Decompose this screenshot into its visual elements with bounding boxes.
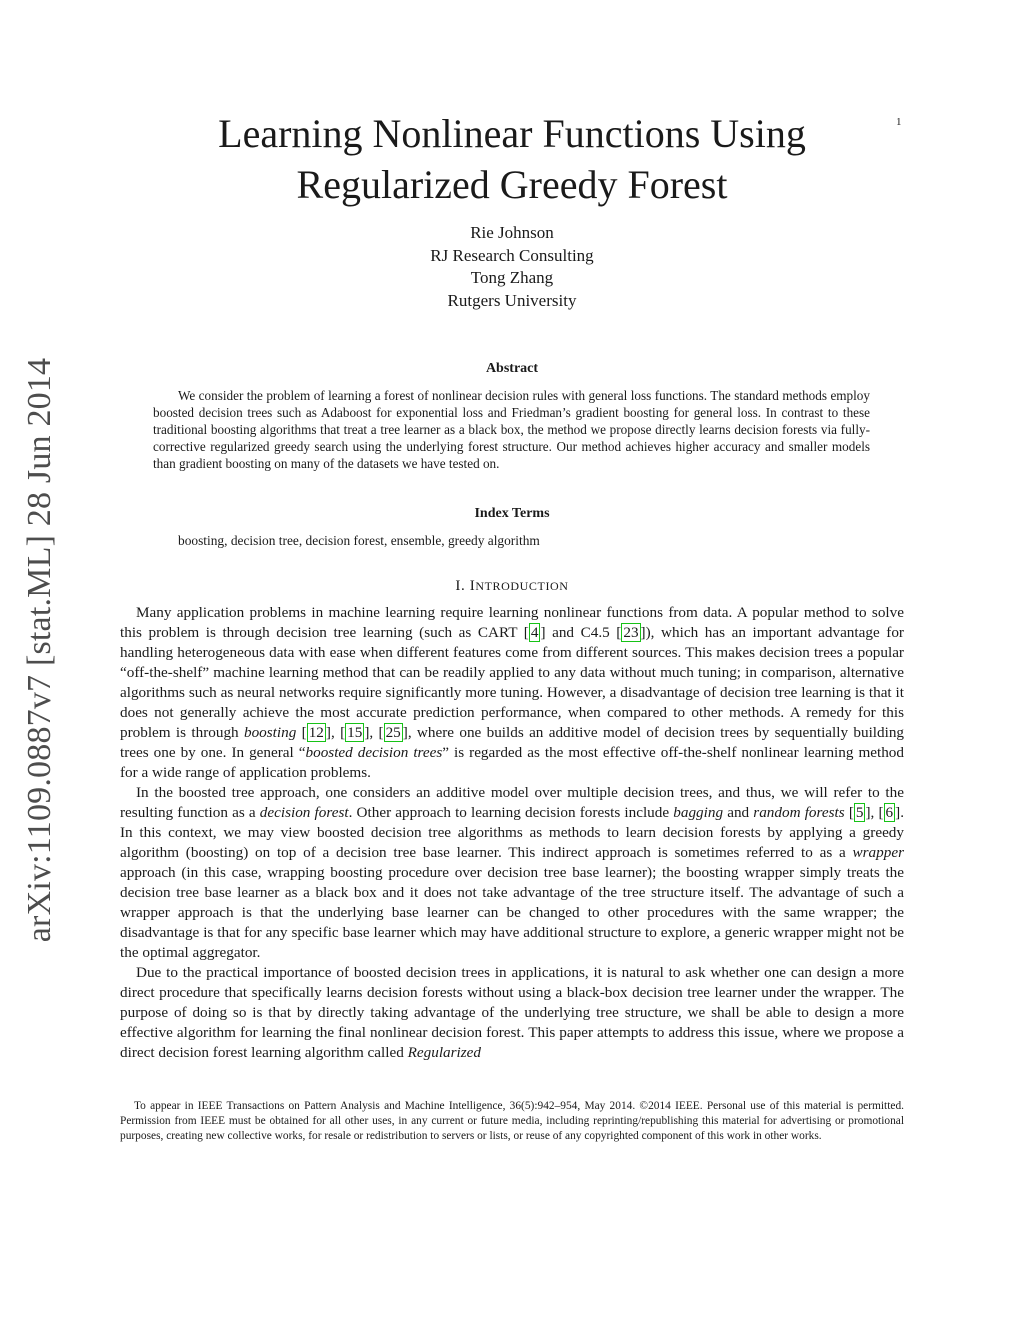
citation-link[interactable]: 5 [855,804,864,821]
citation-link[interactable]: 6 [885,804,894,821]
section-title-smallcaps: NTRODUCTION [475,579,569,593]
paragraph: In the boosted tree approach, one considers an additive model over multiple decision trees, and thus, we will refer to the resulting function as a decision forest. Other approach to learning decision forests include bagging and random forests [ 5 ], [ 6 ]. In this context, we may view boosted decision tree algorithms as methods to learn decision forests by applying a greedy algorithm (boosting) on top of a decision tree base learner. This indirect approach is sometimes referred to as a wrapper approach (in this case, wrapping boosting procedure over decision tree base learner); the boosting wrapper simply treats the decision tree base learner as a black box and it does not take advantage of the tree structure itself. The advantage of such a wrapper approach is that the underlying base learner can be changed to other procedures with the same wrapper; the disadvantage is that for any specific base learner which may have additional structure to explore, a generic wrapper might not be the optimal aggregator. [120,784,904,961]
section-numeral: I. [455,578,470,594]
abstract-heading: Abstract [485,361,539,376]
index-terms-heading: Index Terms [474,506,550,521]
section-first-letter: I [469,578,476,594]
citation-link[interactable]: 15 [347,724,363,741]
title-block [120,108,904,312]
paragraph: Due to the practical importance of boosted decision trees in applications, it is natural to ask whether one can design a more direct procedure that specifically learns decision forests without using a black-box decision tree learner under the wrapper. The purpose of doing so is that by directly taking advantage of the underlying tree structure, we shall be able to design a more effective algorithm for learning the final nonlinear decision forest. This paper attempts to address this issue, where we propose a direct decision forest learning algorithm called Regularized [120,964,904,1061]
paragraph: Many application problems in machine learning require learning nonlinear functions from data. A popular method to solve this problem is through decision tree learning (such as CART [ 4 ] and C4.5 [ 23 ]), which has an important advantage for handling heterogeneous data with ease when different features come from different sources. This makes decision trees a popular “off-the-shelf” machine learning method that can be readily applied to any data without much tuning; in comparison, alternative algorithms such as neural networks require significantly more tuning. However, a disadvantage of decision tree learning is that it does not generally achieve the most accurate prediction performance, when compared to other methods. A remedy for this problem is through boosting [ 12 ], [ 15 ], [ 25 ], where one builds an additive model of decision trees by sequentially building trees one by one. In general “boosted decision trees” is regarded as the most effective off-the-shelf nonlinear learning method for a wide range of application problems. [120,604,905,781]
author-affiliation: Rutgers University [447,290,577,310]
arxiv-identifier-stamp: arXiv:1109.0887v7 [stat.ML] 28 Jun 2014 [21,357,58,943]
author-block [120,222,904,312]
citation-link[interactable]: 25 [385,724,401,741]
title-line-2: Regularized Greedy Forest [296,162,728,207]
citation-link[interactable]: 23 [623,624,639,641]
index-terms-text: boosting, decision tree, decision forest, ensemble, greedy algorithm [178,533,540,548]
citation-link[interactable]: 4 [530,624,539,641]
introduction-body [120,603,904,1063]
citation-link[interactable]: 12 [308,724,324,741]
abstract-text: We consider the problem of learning a forest of nonlinear decision rules with general loss functions. The standard methods employ boosted decision trees such as Adaboost for exponential loss and Friedman’s gradient boosting for general loss. In contrast to these traditional boosting algorithms that treat a tree learner as a black box, the method we propose directly learns decision forests via fully-corrective regularized greedy search using the underlying forest structure. Our method achieves higher accuracy and smaller models than gradient boosting on many of the datasets we have tested on. [153,388,870,471]
section-heading-introduction [120,578,904,595]
author-affiliation: RJ Research Consulting [430,245,594,265]
footnote-text: To appear in IEEE Transactions on Pattern Analysis and Machine Intelligence, 36(5):942–954, May 2014. ©2014 IEEE. Personal use of this material is permitted. Permission from IEEE must be obtained for all other uses, in any current or future media, including reprinting/republishing this material for advertising or promotional purposes, creating new collective works, for resale or redistribution to servers or lists, or reuse of any copyrighted component of this work in other works. [120,1100,904,1142]
author-name: Tong Zhang [470,268,554,287]
paper-title [120,108,904,210]
title-line-1: Learning Nonlinear Functions Using [218,111,806,156]
page-number: 1 [896,116,902,128]
author-name: Rie Johnson [470,223,554,242]
copyright-footnote [120,1099,904,1144]
